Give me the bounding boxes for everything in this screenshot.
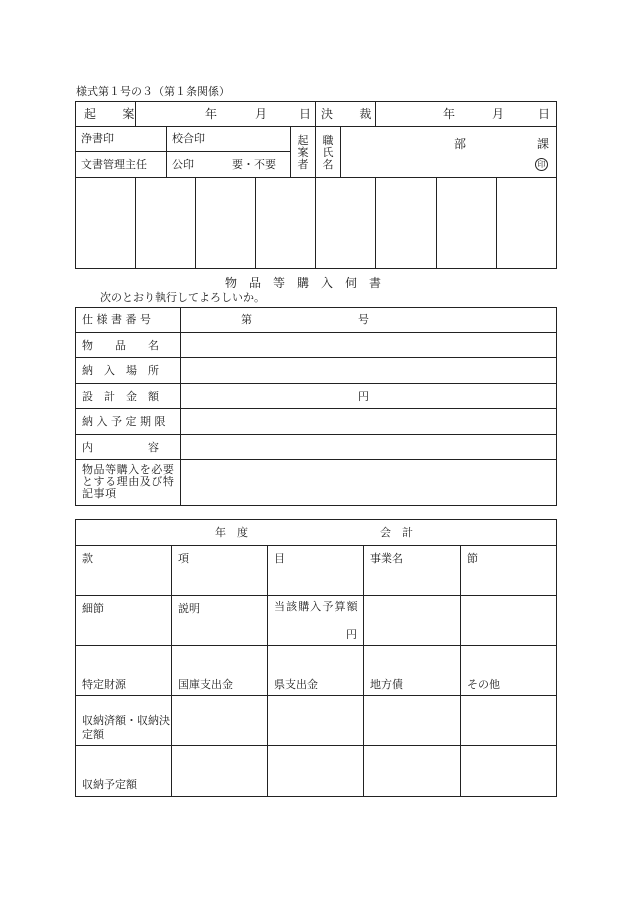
jigyo-mei-label: 事業名 bbox=[370, 552, 403, 565]
shiyo-dai: 第 bbox=[241, 313, 252, 326]
chihosai-label: 地方債 bbox=[370, 678, 403, 691]
setsu-label: 節 bbox=[467, 552, 478, 565]
ka-label: 課 bbox=[537, 137, 550, 151]
kessai-label: 決 裁 bbox=[321, 107, 379, 121]
shoku-shimei-label: 職氏名 bbox=[322, 134, 334, 171]
kian-day: 日 bbox=[299, 107, 312, 121]
kian-year: 年 bbox=[205, 107, 218, 121]
kessai-year: 年 bbox=[443, 107, 456, 121]
riyu-label: 物品等購入を必要とする理由及び特記事項 bbox=[82, 463, 175, 500]
kessai-month: 月 bbox=[492, 107, 505, 121]
nonyu-kigen-label: 納 入 予 定 期 限 bbox=[82, 415, 166, 428]
document-title: 物 品 等 購 入 伺 書 bbox=[225, 276, 382, 290]
lead-text: 次のとおり執行してよろしいか。 bbox=[100, 291, 265, 304]
bunsho-kanri-label: 文書管理主任 bbox=[81, 158, 147, 171]
sekkei-kingaku-label: 設 計 金 額 bbox=[82, 390, 159, 403]
naiyo-label: 内 容 bbox=[82, 441, 159, 454]
kokko-label: 国庫支出金 bbox=[178, 678, 233, 691]
moku-label: 目 bbox=[274, 552, 285, 565]
seal-mark-icon: 印 bbox=[535, 158, 548, 171]
nonyu-basho-label: 納 入 場 所 bbox=[82, 364, 159, 377]
saisetsu-label: 細節 bbox=[82, 602, 104, 615]
kian-label: 起 案 bbox=[84, 107, 142, 121]
tokutei-zaigen-label: 特定財源 bbox=[82, 678, 126, 691]
kogoin-label: 校合印 bbox=[172, 132, 205, 145]
buppin-mei-label: 物 品 名 bbox=[82, 339, 159, 352]
nendo-label: 年 度 bbox=[215, 526, 248, 539]
shuno-zumi-label: 収納済額・収納決定額 bbox=[82, 714, 170, 741]
shiyo-go: 号 bbox=[358, 313, 369, 326]
sonota-label: その他 bbox=[467, 678, 500, 691]
bu-label: 部 bbox=[454, 137, 467, 151]
setsumei-label: 説明 bbox=[178, 602, 200, 615]
kaikei-label: 会 計 bbox=[380, 526, 413, 539]
sekkei-yen: 円 bbox=[358, 390, 369, 403]
kian-month: 月 bbox=[255, 107, 268, 121]
kan-label: 款 bbox=[82, 552, 93, 565]
shuno-yotei-label: 収納予定額 bbox=[82, 778, 137, 791]
joshoin-label: 浄書印 bbox=[81, 132, 114, 145]
koshu-yosan-label: 当該購入予算額 bbox=[274, 600, 359, 613]
ko-label: 項 bbox=[178, 552, 189, 565]
yo-fuyo-label: 要・不要 bbox=[232, 158, 276, 171]
ken-label: 県支出金 bbox=[274, 678, 318, 691]
kessai-day: 日 bbox=[538, 107, 551, 121]
kiansha-label: 起案者 bbox=[297, 134, 309, 171]
koshu-yosan-yen: 円 bbox=[346, 628, 357, 641]
koin-label: 公印 bbox=[172, 158, 194, 171]
form-code: 様式第１号の３（第１条関係） bbox=[76, 85, 230, 98]
shiyo-bango-label: 仕 様 書 番 号 bbox=[82, 313, 151, 326]
